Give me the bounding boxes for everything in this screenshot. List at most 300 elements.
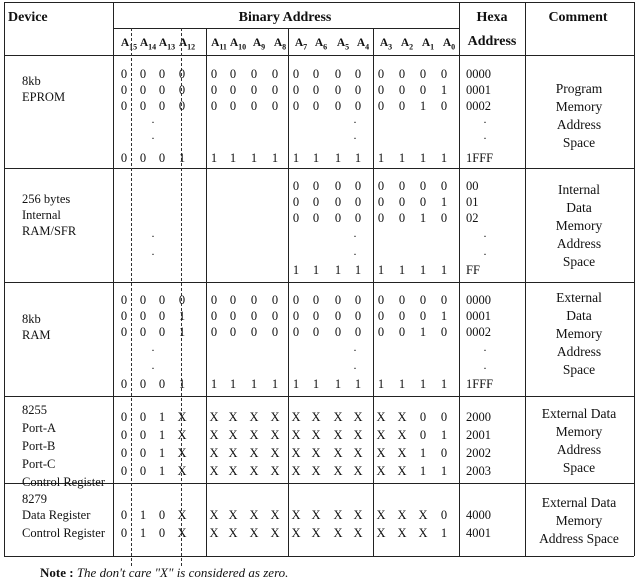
comment-cell [526,80,632,152]
comment-line: Space [562,135,596,150]
address-bit-value: 0 [250,293,258,307]
address-bit-value: 0 [271,99,279,113]
address-bit-value: 0 [292,195,300,209]
address-bit-value: 0 [139,309,147,323]
device-label: 8255 [22,403,47,417]
address-bit-value: 0 [419,179,427,193]
address-bit-index: 3 [388,42,393,52]
address-bit-value: 0 [334,179,342,193]
address-bit-value: X [418,526,428,540]
address-bit-value: X [228,526,238,540]
address-bit-value: X [228,464,238,478]
address-bit-value: 0 [178,83,186,97]
address-bit-value: 0 [158,526,166,540]
address-letter: A [294,37,304,49]
address-bit-value: 1 [334,377,342,391]
continuation-dot: · [353,131,357,145]
device-column-right-border [113,2,114,556]
device-label: Control Register [22,526,105,540]
address-bit-value: 0 [292,83,300,97]
address-bit-value: 0 [158,67,166,81]
comment-line: Address [556,344,602,359]
comment-line: Memory [555,513,603,528]
address-bit-value: 0 [312,99,320,113]
note-text: The don't care "X" is considered as zero. [76,565,289,580]
address-bit-value: 0 [312,309,320,323]
address-bit-value: 1 [419,446,427,460]
address-bit-value: 0 [139,410,147,424]
comment-line: External [556,290,602,305]
address-bit-value: 0 [292,99,300,113]
address-bit-value: 0 [120,464,128,478]
address-bit-value: X [397,446,407,460]
address-bit-value: 0 [271,293,279,307]
address-bit-value: 0 [354,211,362,225]
address-bit-value: 0 [354,195,362,209]
address-bit-value: X [376,526,386,540]
address-bit-value: 1 [210,377,218,391]
address-letter: A [273,37,283,49]
address-bit-value: X [209,526,219,540]
hex-address: 1FFF [466,151,494,165]
address-bit-value: 0 [292,309,300,323]
device-label: Data Register [22,508,91,522]
address-bit-value: 0 [229,67,237,81]
address-bit-value: 0 [377,293,385,307]
address-bit-value: X [333,446,343,460]
continuation-dot: · [483,361,487,375]
address-bit-index: 2 [409,42,414,52]
address-bit-value: X [209,464,219,478]
address-bit-value: 1 [440,263,448,277]
address-bit-value: 0 [139,293,147,307]
continuation-dot: · [151,361,155,375]
address-bit-value: 0 [210,325,218,339]
address-bit-value: 1 [139,526,147,540]
address-letter: A [211,37,220,49]
address-bit-value: 0 [178,99,186,113]
comment-cell [526,405,632,477]
address-bit-value: 0 [120,526,128,540]
address-bit-value: X [376,464,386,478]
address-bit-value: 1 [419,464,427,478]
dashed-boundary [131,28,132,566]
device-label: 8279 [22,492,47,506]
table-left-border [4,2,5,556]
address-bit-value: 0 [250,83,258,97]
address-bit-value: 0 [312,83,320,97]
address-bit-value: 0 [440,293,448,307]
address-bit-value: 0 [120,410,128,424]
address-letter: A [158,37,168,49]
address-bit-value: X [270,526,280,540]
address-bit-value: 0 [158,83,166,97]
hex-address: FF [466,263,480,277]
address-bit-value: X [249,428,259,442]
address-bit-value: 0 [398,211,406,225]
address-bit-value: 0 [120,309,128,323]
address-bit-value: 0 [398,325,406,339]
address-bit-label [309,37,333,51]
address-bit-value: 0 [354,293,362,307]
continuation-dot: · [151,229,155,243]
address-bit-value: X [177,508,187,522]
address-bit-value: 1 [158,410,166,424]
address-bit-value: X [291,508,301,522]
address-bit-value: 0 [139,446,147,460]
address-bit-value: 1 [440,464,448,478]
address-bit-value: 0 [120,377,128,391]
continuation-dot: · [483,131,487,145]
address-bit-value: 0 [419,309,427,323]
address-bit-value: 0 [334,67,342,81]
address-letter: A [336,37,346,49]
address-bit-value: 0 [210,293,218,307]
address-bit-value: 1 [398,263,406,277]
address-bit-value: X [209,410,219,424]
address-bit-index: 11 [219,42,227,52]
address-bit-value: X [291,428,301,442]
continuation-dot: · [483,247,487,261]
address-bit-index: 8 [282,42,287,52]
address-bit-value: X [376,446,386,460]
comment-line: Memory [555,218,603,233]
address-bit-value: 0 [139,67,147,81]
address-bit-value: 1 [440,377,448,391]
address-bit-value: 0 [139,151,147,165]
address-bit-value: X [418,508,428,522]
hex-address: 1FFF [466,377,494,391]
comment-cell [526,181,632,271]
address-bit-value: X [311,446,321,460]
address-bit-value: 1 [440,309,448,323]
address-bit-value: 0 [312,211,320,225]
address-bit-value: X [249,526,259,540]
address-bit-value: 0 [210,99,218,113]
hex-address: 2000 [466,410,491,424]
continuation-dot: · [151,247,155,261]
address-bit-value: 0 [334,325,342,339]
table-top-border [4,2,634,3]
comment-header: Comment [548,10,608,25]
address-bit-label [175,37,199,51]
address-bit-value: 0 [440,179,448,193]
device-label: 8kb [22,74,41,88]
header-bottom-border [4,55,634,56]
address-bit-value: 0 [377,99,385,113]
address-bit-value: 0 [312,67,320,81]
binary-address-header: Binary Address [238,10,332,25]
address-bit-value: 1 [398,151,406,165]
note-label: Note : [40,565,74,580]
address-bit-value: 0 [354,325,362,339]
comment-cell [526,494,632,548]
comment-line: Memory [555,99,603,114]
address-bit-value: X [177,526,187,540]
address-bit-value: 1 [158,446,166,460]
footnote [40,565,288,581]
device-header: Device [8,10,48,25]
continuation-dot: · [483,115,487,129]
address-bit-value: 0 [292,293,300,307]
continuation-dot: · [353,247,357,261]
address-bit-value: X [209,428,219,442]
address-bit-value: X [397,508,407,522]
address-bit-value: 0 [158,309,166,323]
address-bit-index: 9 [261,42,266,52]
address-bit-value: 1 [178,151,186,165]
address-bit-label [351,37,375,51]
address-bit-value: 1 [210,151,218,165]
address-letter: A [421,37,431,49]
comment-line: Address [556,236,602,251]
address-bit-value: 1 [354,151,362,165]
address-bit-value: 1 [354,263,362,277]
address-bit-value: X [353,428,363,442]
device-label: Port-B [22,439,56,453]
address-bit-value: 0 [398,195,406,209]
comment-line: Memory [555,424,603,439]
address-bit-value: 0 [271,83,279,97]
address-bit-value: 0 [120,293,128,307]
address-bit-value: 1 [440,83,448,97]
address-bit-value: 0 [158,508,166,522]
address-bit-value: X [333,464,343,478]
address-bit-value: 0 [440,508,448,522]
address-bit-value: X [311,410,321,424]
device-label: Internal [22,208,61,222]
address-bit-value: 1 [271,377,279,391]
address-bit-value: 0 [229,99,237,113]
address-bit-value: 0 [139,377,147,391]
address-bit-value: 0 [229,325,237,339]
binary-address-divider [113,28,459,29]
address-bit-value: X [333,410,343,424]
address-bit-value: 0 [398,99,406,113]
address-letter: A [252,37,262,49]
address-bit-value: 0 [377,309,385,323]
continuation-dot: · [353,361,357,375]
address-bit-value: 0 [158,325,166,339]
address-bit-value: 0 [334,99,342,113]
continuation-dot: · [151,343,155,357]
address-bit-value: X [311,428,321,442]
address-bit-value: 0 [229,309,237,323]
address-bit-value: X [228,446,238,460]
address-bit-value: 0 [354,67,362,81]
address-bit-value: X [228,410,238,424]
address-bit-value: 0 [120,67,128,81]
address-bit-value: 0 [120,446,128,460]
address-bit-value: 0 [377,325,385,339]
address-bit-value: 0 [178,293,186,307]
address-bit-value: X [270,446,280,460]
address-letter: A [356,37,366,49]
comment-line: External Data [541,406,617,421]
address-bit-value: 1 [158,464,166,478]
address-bit-value: X [353,410,363,424]
address-bit-value: 1 [139,508,147,522]
address-bit-value: 0 [139,428,147,442]
section-divider [4,396,634,397]
address-bit-value: 0 [398,179,406,193]
address-bit-value: 0 [271,67,279,81]
address-bit-value: 0 [419,428,427,442]
continuation-dot: · [353,115,357,129]
address-bit-index: 4 [365,42,370,52]
address-bit-value: 1 [178,377,186,391]
address-bit-value: X [397,526,407,540]
address-bit-value: 0 [250,309,258,323]
address-bit-value: 0 [377,195,385,209]
address-bit-index: 12 [187,42,196,52]
hex-address: 00 [466,179,479,193]
address-bit-value: 1 [312,377,320,391]
address-bit-value: 0 [229,83,237,97]
address-bit-value: 0 [440,325,448,339]
address-letter: A [314,37,324,49]
address-bit-value: 0 [292,179,300,193]
address-bit-value: 0 [354,83,362,97]
address-bit-value: X [228,428,238,442]
address-bit-value: 0 [440,446,448,460]
address-bit-value: X [209,446,219,460]
address-bit-value: 1 [250,377,258,391]
address-bit-value: X [249,464,259,478]
address-bit-value: 1 [334,151,342,165]
address-bit-value: 0 [158,99,166,113]
address-bit-value: X [376,410,386,424]
address-bit-value: 1 [419,211,427,225]
hex-address: 0002 [466,99,491,113]
address-bit-value: X [291,526,301,540]
address-bit-value: 0 [440,67,448,81]
address-bit-value: 0 [210,309,218,323]
address-bit-value: X [311,464,321,478]
section-divider [4,282,634,283]
address-bit-value: 1 [271,151,279,165]
address-bit-value: 0 [398,293,406,307]
address-bit-value: 1 [398,377,406,391]
address-bit-value: 0 [354,309,362,323]
address-bit-index: 7 [303,42,308,52]
comment-line: Space [562,254,596,269]
address-bit-value: 0 [312,179,320,193]
address-letter: A [178,37,188,49]
address-bit-value: 0 [271,309,279,323]
continuation-dot: · [353,229,357,243]
continuation-dot: · [483,229,487,243]
section-divider [4,556,634,557]
device-label: Port-C [22,457,56,471]
comment-line: Address [556,442,602,457]
address-bit-value: 1 [292,377,300,391]
address-bit-value: X [270,410,280,424]
address-bit-value: 0 [334,293,342,307]
address-bit-value: X [177,410,187,424]
address-bit-value: 0 [158,151,166,165]
comment-line: Address Space [539,531,619,546]
address-bit-value: 1 [419,99,427,113]
address-bit-value: 1 [229,151,237,165]
hex-address: 0000 [466,293,491,307]
address-bit-value: 1 [250,151,258,165]
comment-line: External Data [541,495,617,510]
address-bit-value: X [311,508,321,522]
hex-address: 0000 [466,67,491,81]
address-bit-value: 0 [419,83,427,97]
address-bit-value: 0 [398,309,406,323]
address-bit-value: 0 [120,83,128,97]
comment-line: Data [566,308,592,323]
comment-line: Program [555,81,603,96]
hex-address: 0001 [466,309,491,323]
address-bit-value: 0 [334,195,342,209]
address-bit-value: X [353,446,363,460]
address-bit-value: 1 [158,428,166,442]
address-bit-value: 0 [210,67,218,81]
hex-address: 2002 [466,446,491,460]
address-bit-value: X [270,464,280,478]
address-bit-value: 1 [440,151,448,165]
address-bit-value: 0 [354,179,362,193]
address-bit-value: 1 [419,325,427,339]
device-label: 256 bytes [22,192,71,206]
address-bit-value: 0 [377,67,385,81]
address-letter: A [229,37,239,49]
address-bit-value: 0 [292,211,300,225]
address-bit-value: 0 [250,99,258,113]
continuation-dot: · [483,343,487,357]
address-bit-value: X [249,410,259,424]
address-bit-index: 14 [148,42,157,52]
address-bit-value: 0 [158,293,166,307]
table-right-border [634,2,635,556]
address-bit-value: 0 [139,325,147,339]
address-bit-value: X [270,428,280,442]
address-bit-index: 15 [129,42,138,52]
device-label: 8kb [22,312,41,326]
device-label: Control Register [22,475,105,489]
address-bit-value: X [311,526,321,540]
address-bit-value: 1 [440,526,448,540]
continuation-dot: · [353,343,357,357]
address-bit-value: 0 [398,83,406,97]
hex-address: 02 [466,211,479,225]
address-bit-value: 0 [312,293,320,307]
hex-address: 4000 [466,508,491,522]
address-bit-value: 0 [120,428,128,442]
address-bit-value: 1 [312,151,320,165]
address-bit-value: 0 [419,195,427,209]
address-bit-index: 13 [167,42,176,52]
address-bit-value: X [291,464,301,478]
address-bit-value: X [177,428,187,442]
comment-cell [526,289,632,379]
address-bit-value: 0 [334,211,342,225]
device-label: RAM [22,328,51,342]
address-bit-value: 1 [377,263,385,277]
address-bit-value: 1 [229,377,237,391]
address-bit-index: 10 [238,42,247,52]
address-bit-value: 1 [334,263,342,277]
address-bit-label [437,37,461,51]
hex-address: 0001 [466,83,491,97]
address-bit-value: 0 [250,325,258,339]
comment-line: Address [556,117,602,132]
address-bit-value: X [353,464,363,478]
address-letter: A [120,37,130,49]
